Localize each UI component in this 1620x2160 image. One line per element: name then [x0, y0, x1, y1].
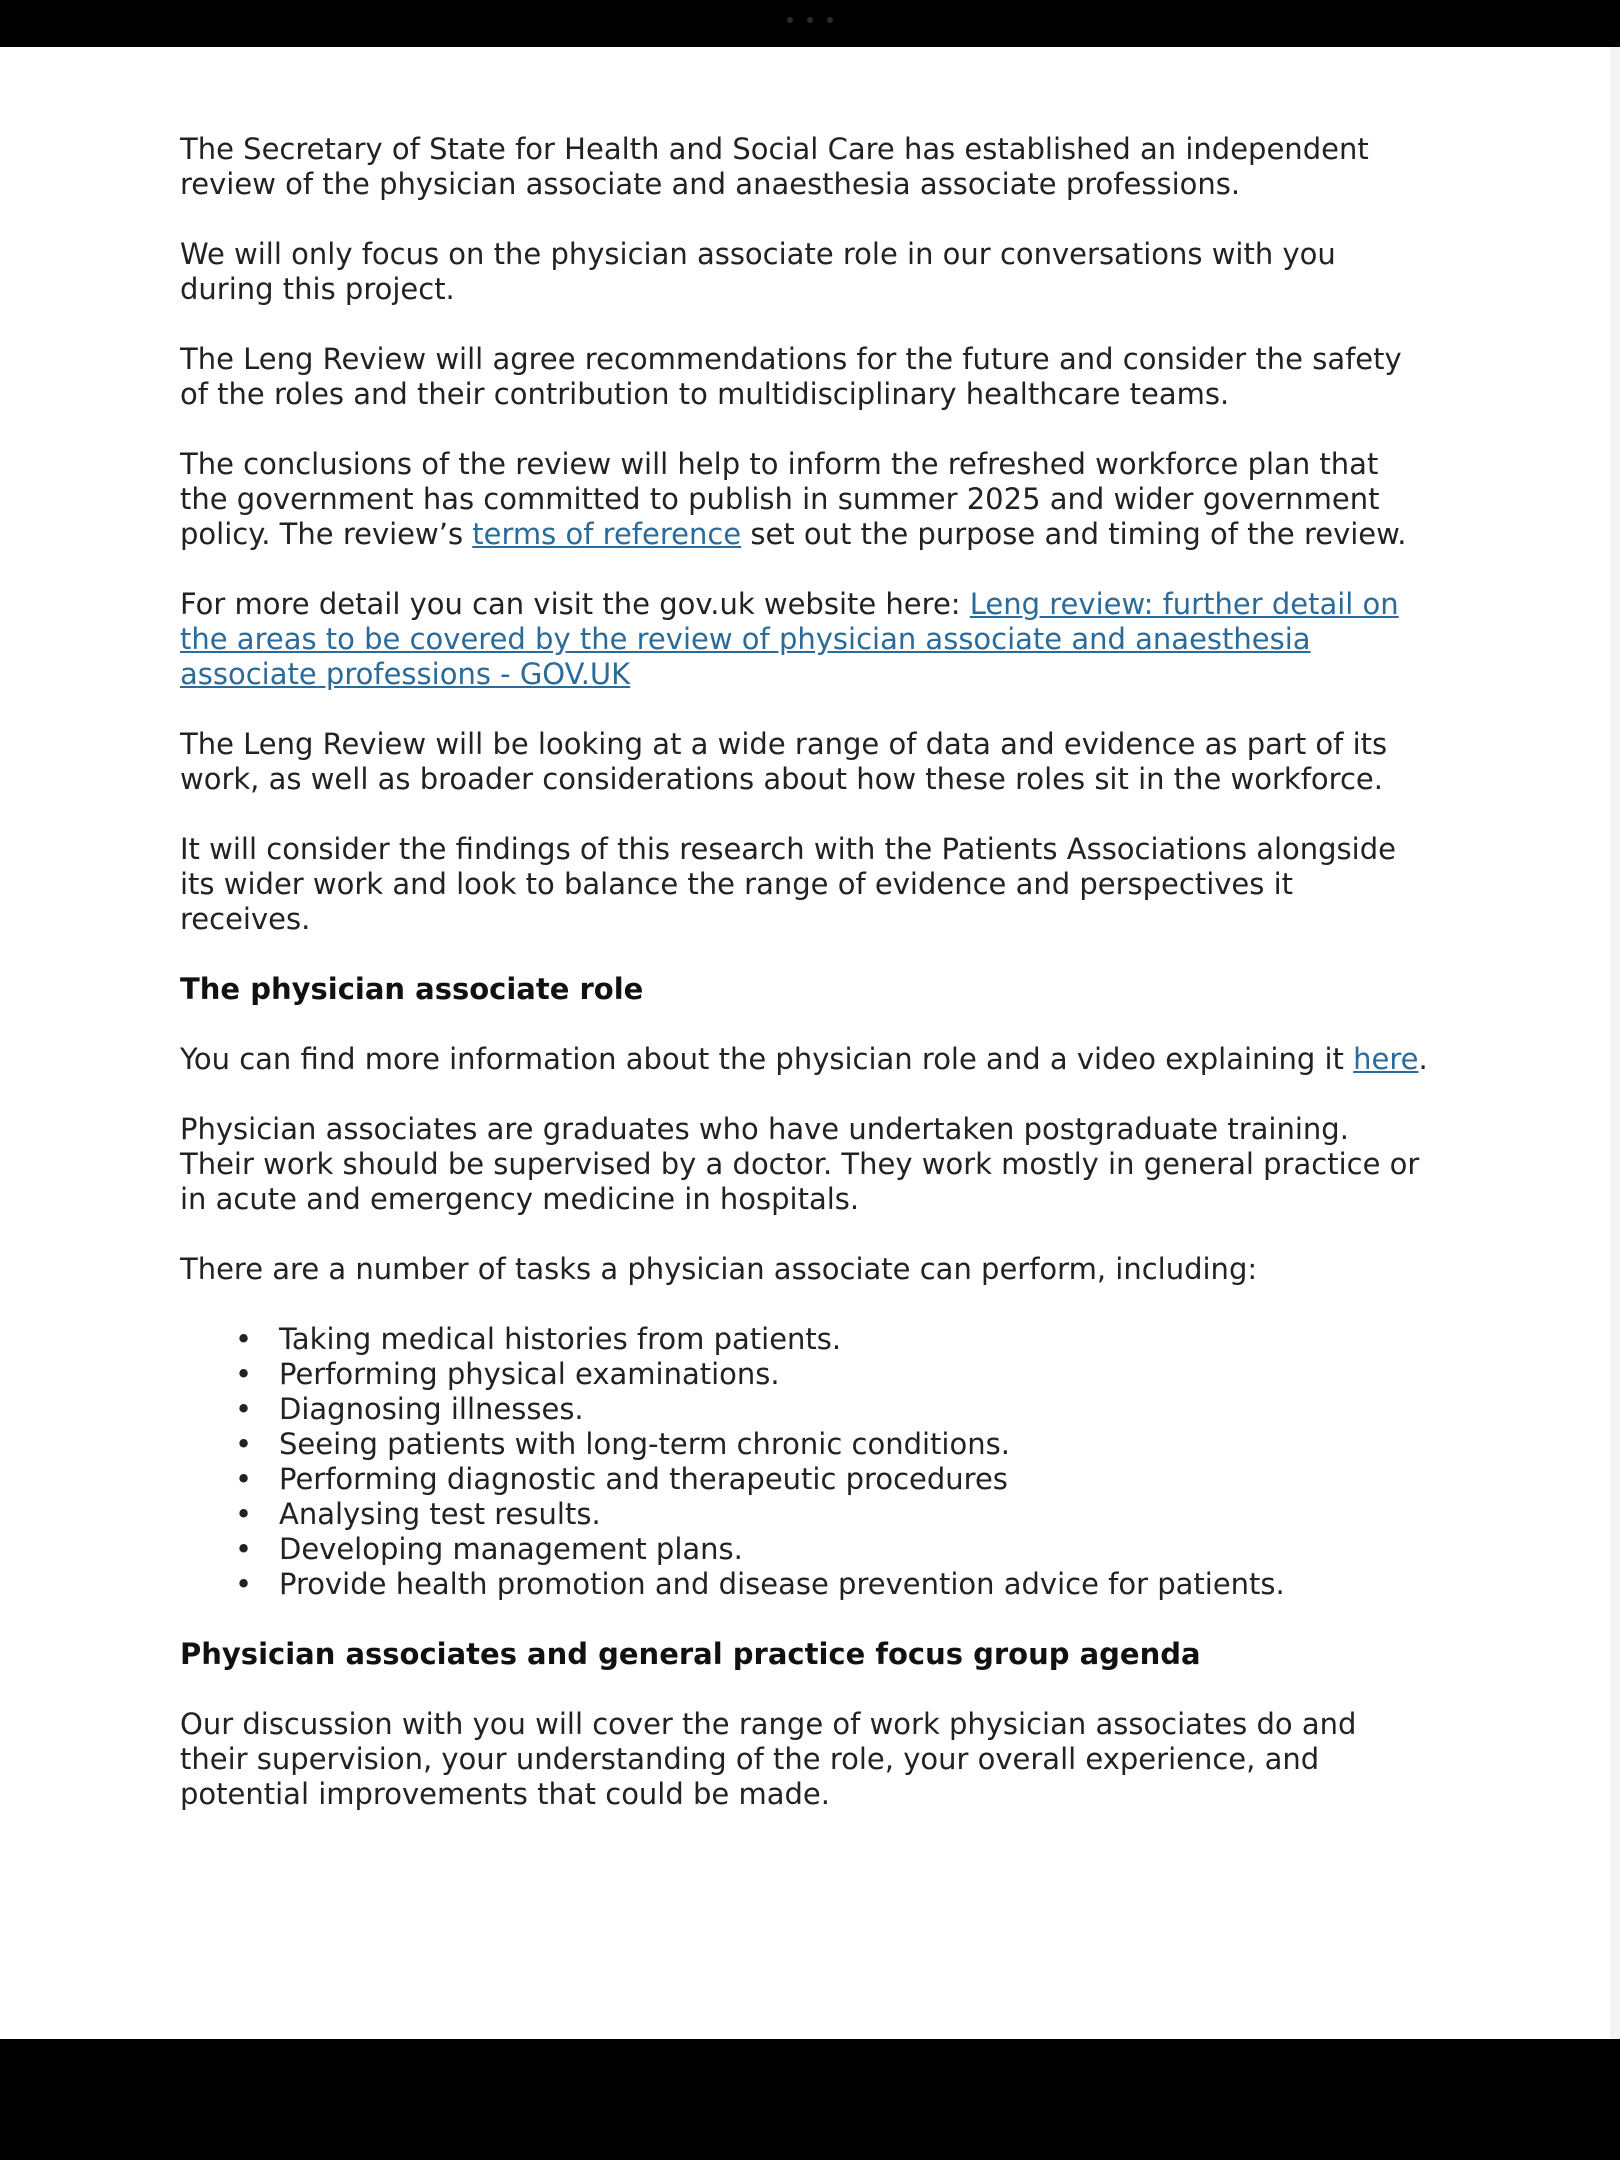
paragraph-discussion: Our discussion with you will cover the range of work physician associates do and their supervision, your understanding of the role, your overall experience, and potential improvements that could be made. [180, 1707, 1357, 1811]
list-item: • Seeing patients with long-term chronic conditions. [279, 1427, 1430, 1462]
here-link[interactable]: here [1353, 1042, 1419, 1076]
bottom-bar [0, 2039, 1620, 2160]
window-handle[interactable] [787, 17, 833, 23]
paragraph-findings: It will consider the findings of this research with the Patients Associations alongside its wider work and look to balance the range of evidence and perspectives it receives. [180, 832, 1396, 936]
heading-physician-associate-role: The physician associate role [180, 972, 644, 1006]
paragraph-leng-review: The Leng Review will agree recommendations for the future and consider the safety of the roles and their contribution to multidisciplinary healthcare teams. [180, 342, 1402, 411]
paragraph-conclusions [180, 447, 1430, 552]
list-item: • Performing diagnostic and therapeutic procedures [279, 1462, 1430, 1497]
heading-focus-group-agenda: Physician associates and general practice focus group agenda [180, 1637, 1201, 1671]
terms-of-reference-link[interactable]: terms of reference [472, 517, 742, 551]
list-item: • Diagnosing illnesses. [279, 1392, 1430, 1427]
list-item: • Analysing test results. [279, 1497, 1430, 1532]
list-item: • Provide health promotion and disease prevention advice for patients. [279, 1567, 1430, 1602]
document-content [180, 132, 1430, 1847]
tasks-list [180, 1322, 1430, 1602]
list-item: • Taking medical histories from patients. [279, 1322, 1430, 1357]
paragraph-evidence: The Leng Review will be looking at a wide range of data and evidence as part of its work, as well as broader considerations about how these roles sit in the workforce. [180, 727, 1388, 796]
paragraph-focus: We will only focus on the physician associate role in our conversations with you during this project. [180, 237, 1336, 306]
paragraph-conclusions-text: The conclusions of the review will help to inform the refreshed workforce plan that the government has committed to publish in summer 2025 and wider government policy. The review’s [180, 447, 1380, 551]
paragraph-more-information-end: . [1418, 1042, 1428, 1076]
paragraph-graduates: Physician associates are graduates who have undertaken postgraduate training. Their work should be supervised by a doctor. They work mostly in general practice or in acute and emergency medicine in hospitals. [180, 1112, 1420, 1216]
paragraph-conclusions-text-end: set out the purpose and timing of the review. [741, 517, 1407, 551]
gov-uk-leng-review-link[interactable]: Leng review: further detail on the areas to be covered by the review of physician associate and anaesthesia associate professions - GOV.UK [180, 587, 1399, 691]
paragraph-more-detail-text: For more detail you can visit the gov.uk website here: [180, 587, 970, 621]
list-item: • Developing management plans. [279, 1532, 1430, 1567]
paragraph-more-information [180, 1042, 1430, 1077]
handle-dot-icon [787, 17, 793, 23]
list-item: • Performing physical examinations. [279, 1357, 1430, 1392]
paragraph-more-information-text: You can find more information about the physician role and a video explaining it [180, 1042, 1354, 1076]
paragraph-more-detail [180, 587, 1430, 692]
page-edge [1610, 47, 1620, 2039]
paragraph-tasks-intro: There are a number of tasks a physician associate can perform, including: [180, 1252, 1258, 1286]
handle-dot-icon [807, 17, 813, 23]
paragraph-review-intro: The Secretary of State for Health and Social Care has established an independent review of the physician associate and anaesthesia associate professions. [180, 132, 1369, 201]
top-bar [0, 0, 1620, 47]
handle-dot-icon [827, 17, 833, 23]
